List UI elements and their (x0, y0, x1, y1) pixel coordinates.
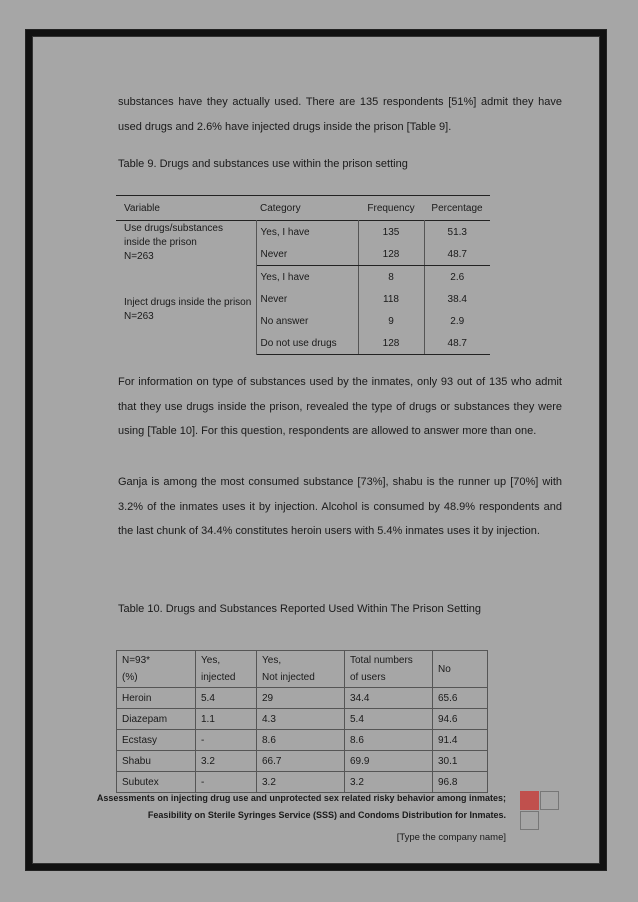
table9-variable-cell: Use drugs/substances inside the prison N=263 (116, 221, 256, 266)
table10-cell: 91.4 (433, 730, 488, 751)
table10-cell: 34.4 (345, 688, 433, 709)
table10-cell: 65.6 (433, 688, 488, 709)
table-row (117, 709, 488, 730)
table9-caption: Table 9. Drugs and substances use within the prison setting (118, 158, 408, 170)
table10-cell: 5.4 (196, 688, 257, 709)
table-row (117, 688, 488, 709)
table10-header-total: Total numbers of users (345, 651, 433, 688)
table10-cell: 4.3 (257, 709, 345, 730)
decor-square (540, 791, 559, 810)
footer-document-title: Assessments on injecting drug use and unprotected sex related risky behavior among inmates; Feasibility on Sterile Syringes Service (SSS) and Condoms Distribution for Inmates. (96, 793, 506, 820)
table10-cell: 8.6 (257, 730, 345, 751)
paragraph-ganja: Ganja is among the most consumed substance [73%], shabu is the runner up [70%] with 3.2% of the inmates uses it by injection. Alcohol is consumed by 48.9% respondents and the last chunk of 34.4% constitutes heroin users with 5.4% inmates uses it by injection. (118, 476, 562, 537)
table10-cell: 8.6 (345, 730, 433, 751)
table10-header-injected: Yes, injected (196, 651, 257, 688)
table10 (116, 650, 488, 793)
table10-cell: 29 (257, 688, 345, 709)
table10-cell: 5.4 (345, 709, 433, 730)
table10-cell: 3.2 (345, 772, 433, 793)
table10-cell: 94.6 (433, 709, 488, 730)
table9-variable-cell: Inject drugs inside the prison N=263 (116, 266, 256, 355)
paragraph-intro: substances have they actually used. There are 135 respondents [51%] admit they have used drugs and 2.6% have injected drugs inside the prison [Table 9]. (118, 96, 562, 133)
table-row: Never 128 48.7 (116, 243, 490, 266)
paragraph-substance-types: For information on type of substances used by the inmates, only 93 out of 135 who admit that they use drugs inside the prison, revealed the type of drugs or substances they were using [Table 10]. For this question, respondents are allowed to answer more than one. (118, 376, 562, 437)
table-row: Never 118 38.4 (116, 288, 490, 310)
table10-cell: 1.1 (196, 709, 257, 730)
table9-header-percentage: Percentage (431, 202, 483, 214)
company-name: [Type the company name] (396, 832, 506, 843)
table-row (117, 730, 488, 751)
decor-square (520, 811, 539, 830)
table10-cell: Diazepam (117, 709, 196, 730)
table-row: Inject drugs inside the prison N=263 Yes, I have 8 2.6 (116, 266, 490, 289)
table-row: Do not use drugs 128 48.7 (116, 332, 490, 355)
table-row: No answer 9 2.9 (116, 310, 490, 332)
table10-cell: 30.1 (433, 751, 488, 772)
table10-caption: Table 10. Drugs and Substances Reported Used Within The Prison Setting (118, 603, 481, 615)
table10-cell: Subutex (117, 772, 196, 793)
table9-header-category: Category (260, 202, 301, 214)
table10-header-n: N=93* (%) (117, 651, 196, 688)
table9-header-variable: Variable (124, 202, 160, 214)
table10-cell: Heroin (117, 688, 196, 709)
table10-header-no: No (433, 651, 488, 688)
table10-cell: Shabu (117, 751, 196, 772)
table-row (117, 751, 488, 772)
table10-header-not-injected: Yes, Not injected (257, 651, 345, 688)
table9-header-frequency: Frequency (367, 202, 415, 214)
table10-cell: 3.2 (257, 772, 345, 793)
table9 (116, 195, 490, 355)
table10-cell: Ecstasy (117, 730, 196, 751)
table-row: Use drugs/substances inside the prison N=263 Yes, I have 135 51.3 (116, 221, 490, 244)
accent-square (520, 791, 539, 810)
table10-cell: 66.7 (257, 751, 345, 772)
table10-cell: - (196, 730, 257, 751)
table10-cell: 3.2 (196, 751, 257, 772)
table10-cell: 96.8 (433, 772, 488, 793)
table10-cell: 69.9 (345, 751, 433, 772)
table10-cell: - (196, 772, 257, 793)
